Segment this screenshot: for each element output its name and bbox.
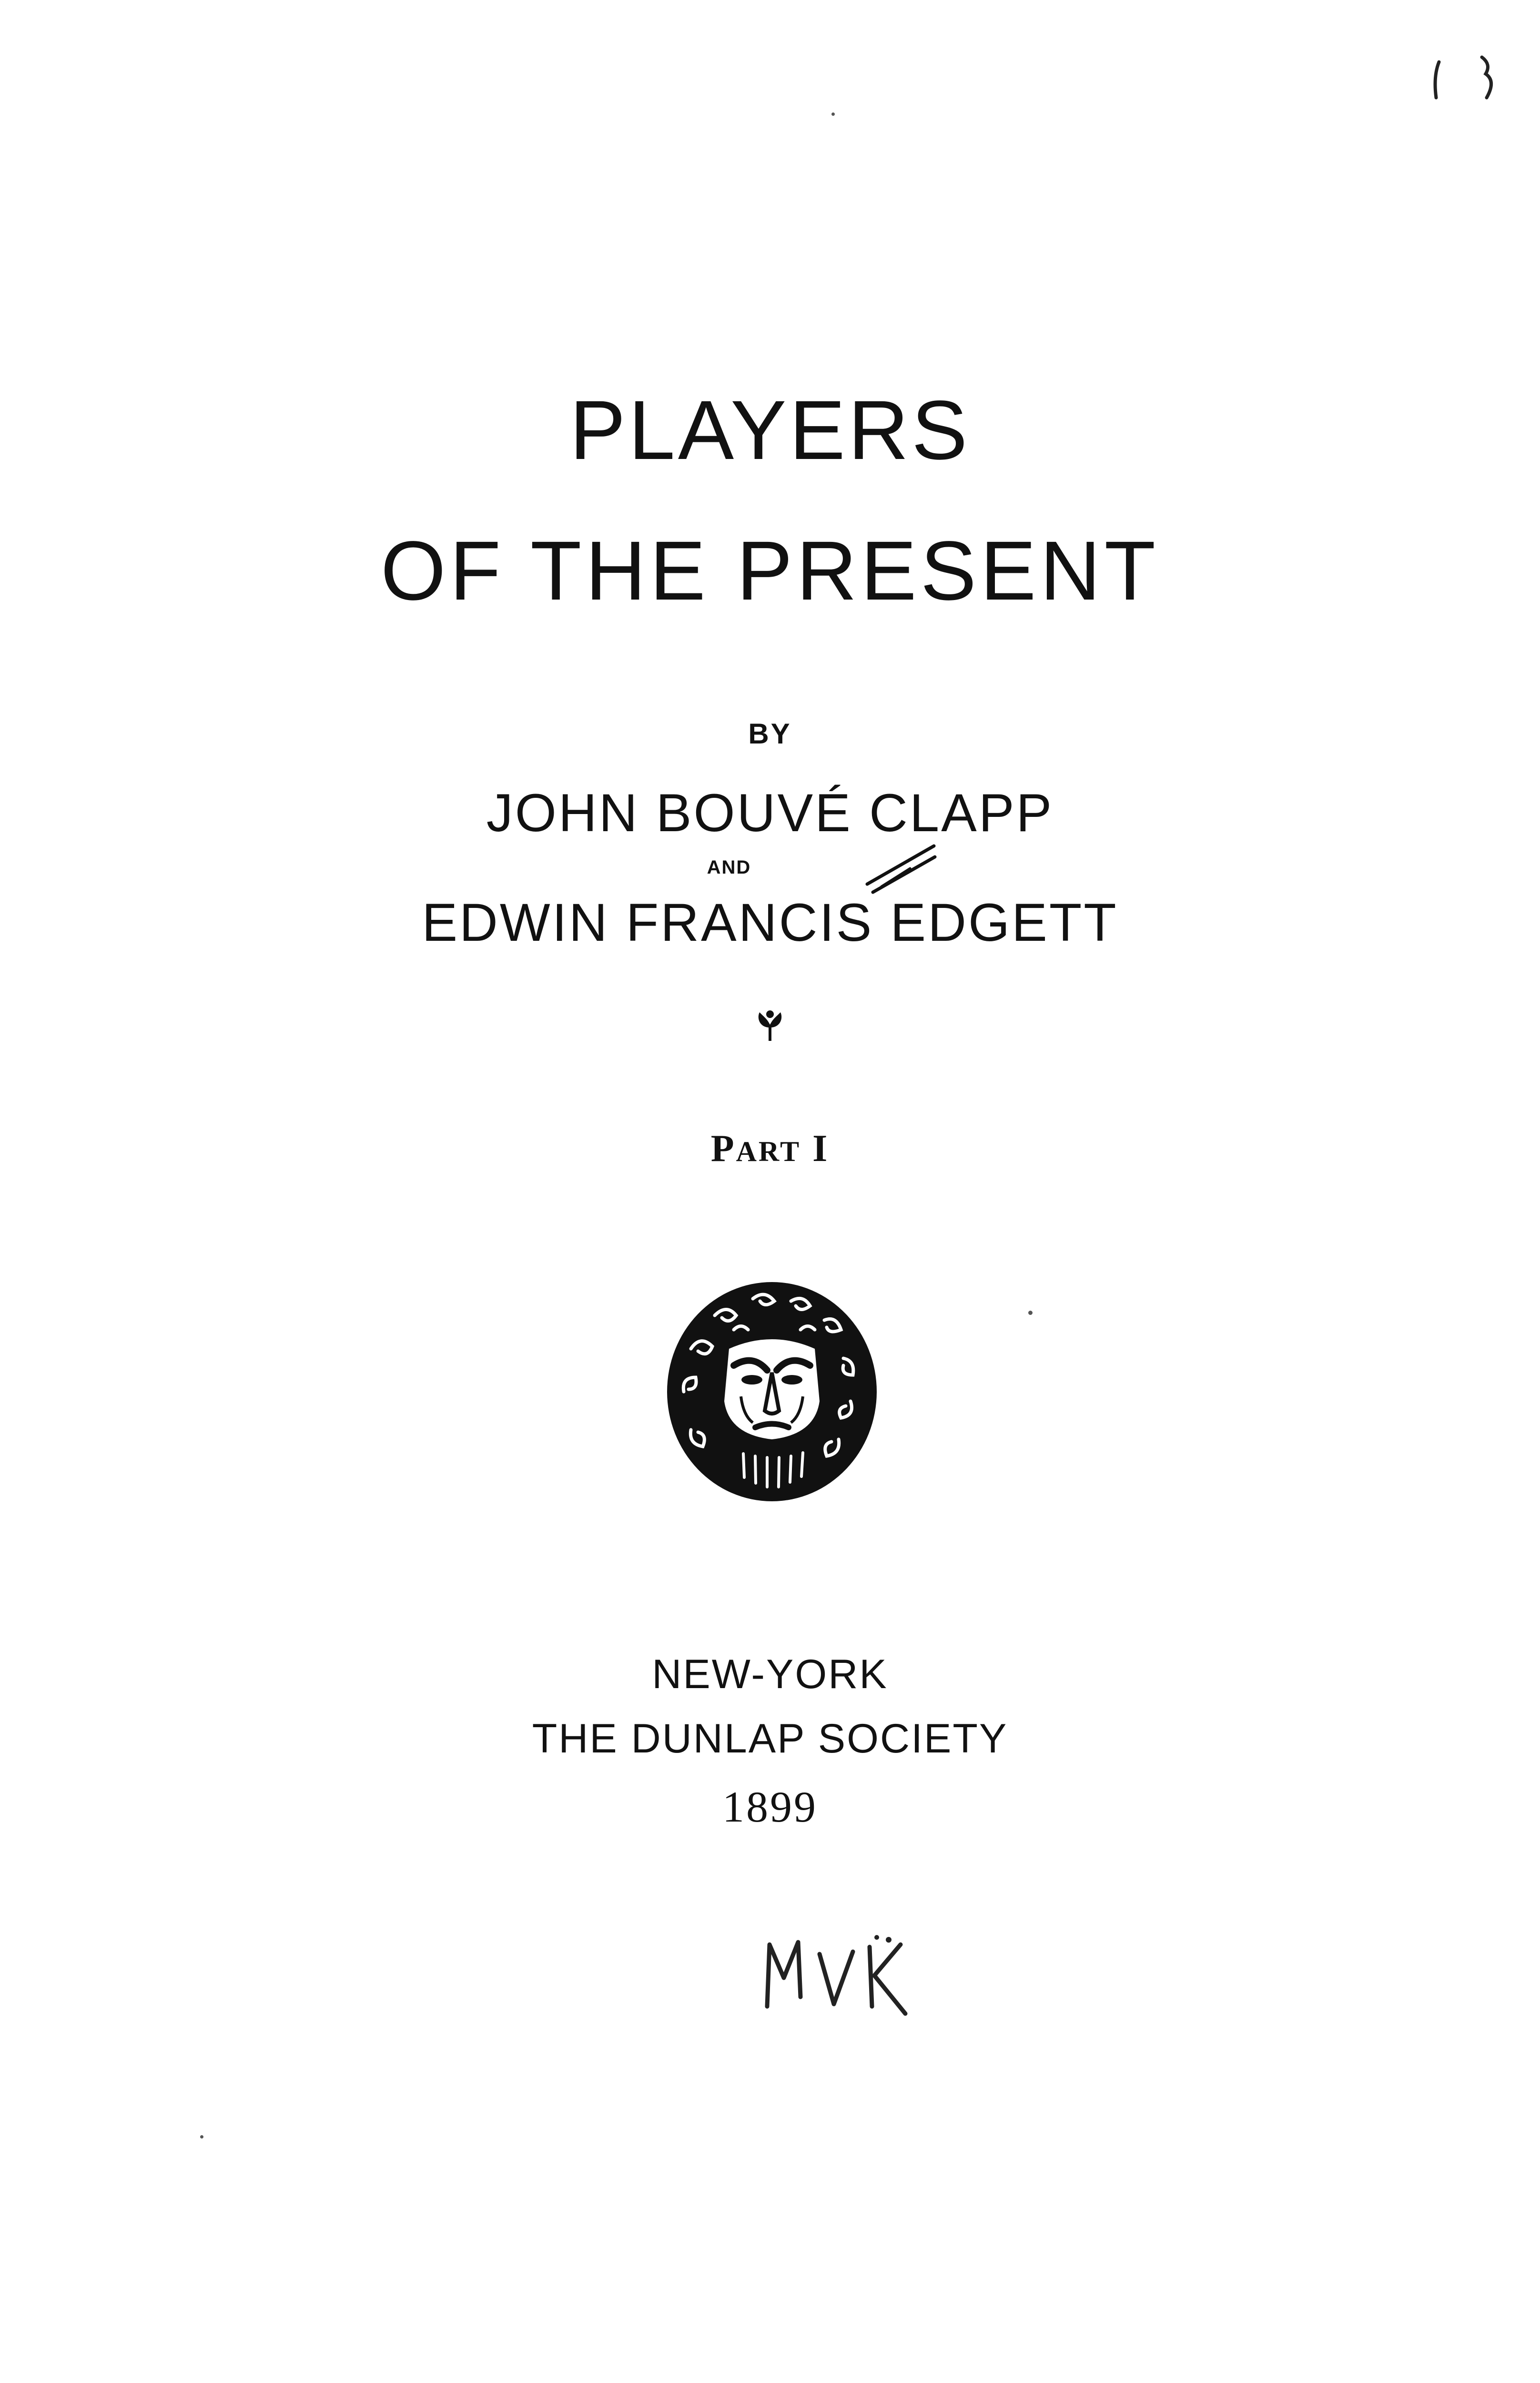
part-label [0,1130,1540,1168]
paper-speck [831,112,835,116]
title-line-2: OF THE PRESENT [380,524,1160,618]
by-label: BY [748,718,792,750]
handwritten-slash-mark [862,839,939,896]
imprint-city: NEW-YORK [652,1651,888,1697]
part-word-first-letter: P [710,1128,736,1170]
fleuron-icon [756,1008,784,1042]
part-word-rest: ART [736,1136,801,1167]
paper-speck [200,2135,203,2139]
author-name-1: JOHN BOUVÉ CLAPP [486,783,1054,843]
title-line-1: PLAYERS [569,384,971,477]
imprint-publisher: THE DUNLAP SOCIETY [532,1716,1008,1762]
paper-speck [1028,1311,1033,1315]
imprint-year: 1899 [722,1782,818,1831]
handwritten-corner-mark [1425,52,1506,105]
handwritten-initials-mvk [758,1925,920,2021]
and-label: AND [707,857,751,878]
author-name-2: EDWIN FRANCIS EDGETT [422,893,1118,952]
theatre-mask-emblem [662,1277,881,1506]
part-number: I [812,1128,830,1170]
